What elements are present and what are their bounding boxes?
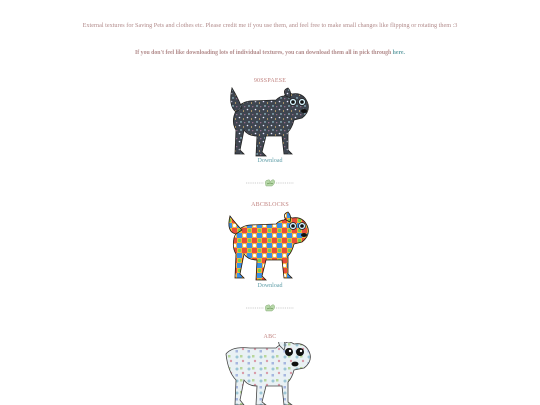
texture-title-2: ABCBLOCKS xyxy=(251,202,289,208)
download-link-90sspaese[interactable]: Download xyxy=(257,158,283,164)
dog-preview-dark-sparkle xyxy=(222,84,318,158)
bulk-download-link[interactable]: here. xyxy=(392,50,405,56)
dog-preview-white-letters xyxy=(222,342,318,405)
texture-title-3: ABC xyxy=(263,334,277,340)
intro-text: External textures for Saving Pets and clothes etc. Please credit me if you use them, and feel free to make small changes like flipping or rotating them :3 xyxy=(82,22,458,29)
download-link-abcblocks[interactable]: Download xyxy=(257,283,283,289)
dog-preview-colorful-blocks xyxy=(222,208,318,282)
leaf-heart-icon xyxy=(246,178,294,188)
leaf-heart-icon xyxy=(246,303,294,313)
bulk-download-note xyxy=(0,50,540,56)
texture-title-1: 90SSPAESE xyxy=(253,78,287,84)
bulk-download-text: If you don't feel like downloading lots of individual textures, you can download them all in pick through xyxy=(135,50,392,56)
